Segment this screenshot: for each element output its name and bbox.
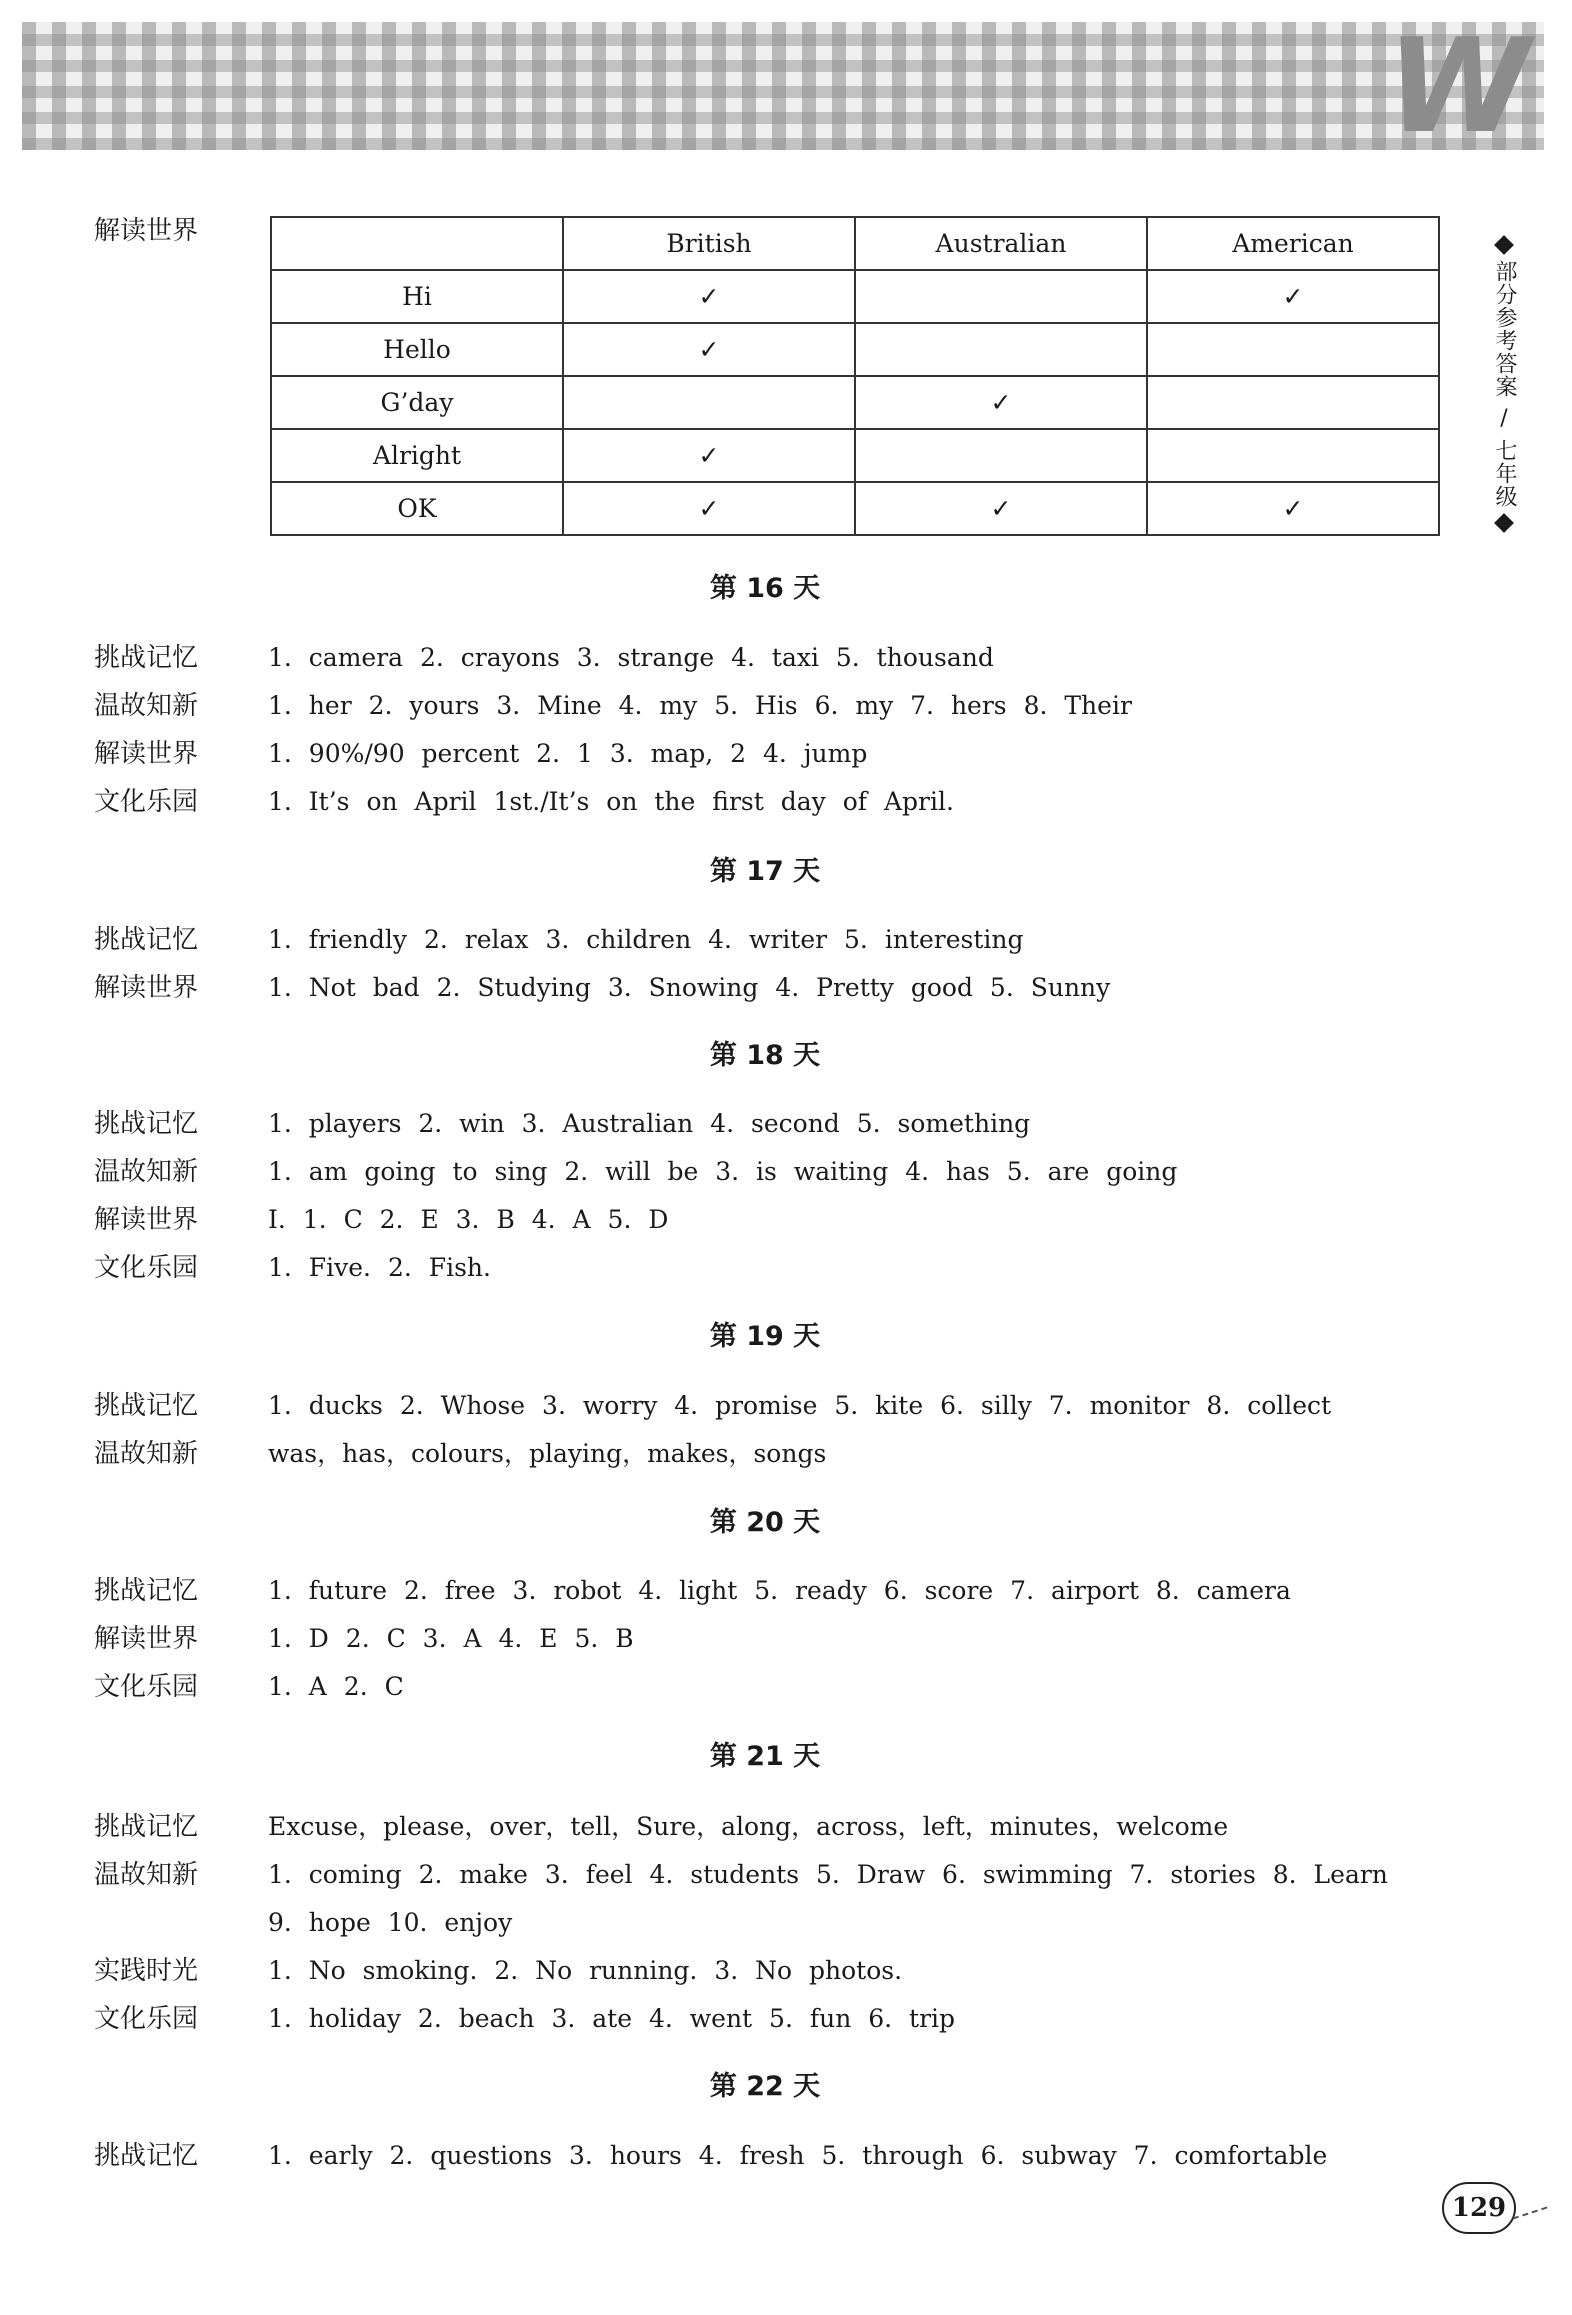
table-cell <box>855 323 1147 376</box>
table-row <box>271 429 1439 482</box>
answer-label: 解读世界 <box>94 973 199 1003</box>
answer-label: 解读世界 <box>94 1205 199 1235</box>
day-title: 第 18 天 <box>709 1040 821 1071</box>
table-row <box>271 376 1439 429</box>
answer-line: 1. early 2. questions 3. hours 4. fresh 5. through 6. subway 7. comfortable <box>268 2141 1328 2170</box>
answer-line: 1. players 2. win 3. Australian 4. second 5. something <box>268 1109 1031 1138</box>
answer-label: 解读世界 <box>94 1624 199 1654</box>
page-number: 129 <box>1442 2182 1516 2234</box>
day-title: 第 20 天 <box>709 1507 821 1538</box>
header-letter: W <box>1386 10 1524 162</box>
answer-line: 1. coming 2. make 3. feel 4. students 5. Draw 6. swimming 7. stories 8. Learn <box>268 1860 1388 1889</box>
table-cell <box>1147 376 1439 429</box>
greeting-table <box>270 216 1440 536</box>
answer-label: 文化乐园 <box>94 787 199 817</box>
table-cell: Hello <box>271 323 563 376</box>
answer-label: 挑战记忆 <box>94 1391 199 1421</box>
table-cell: ✓ <box>563 270 855 323</box>
day-title: 第 17 天 <box>709 856 821 887</box>
answer-line: 1. friendly 2. relax 3. children 4. writer 5. interesting <box>268 925 1024 954</box>
table-cell: ✓ <box>563 429 855 482</box>
answer-label: 挑战记忆 <box>94 1812 199 1842</box>
table-cell: ✓ <box>1147 482 1439 535</box>
answer-line: 1. am going to sing 2. will be 3. is waiting 4. has 5. are going <box>268 1157 1178 1186</box>
table-cell: ✓ <box>1147 270 1439 323</box>
answer-label: 挑战记忆 <box>94 1576 199 1606</box>
answer-line: 1. holiday 2. beach 3. ate 4. went 5. fun 6. trip <box>268 2004 956 2033</box>
table-cell: Hi <box>271 270 563 323</box>
table-row <box>271 323 1439 376</box>
table-cell: ✓ <box>855 376 1147 429</box>
side-tab-divider: / <box>1500 406 1508 431</box>
header-pattern-band <box>22 10 1544 162</box>
answer-line: Excuse，please，over，tell，Sure，along，across，left，minutes，welcome <box>268 1812 1229 1841</box>
table-label: 解读世界 <box>94 216 199 246</box>
page-number-tail <box>1513 2206 1548 2219</box>
answer-line: 1. D 2. C 3. A 4. E 5. B <box>268 1624 634 1653</box>
answer-line: was，has，colours，playing，makes，songs <box>268 1439 827 1468</box>
answer-line: 1. It’s on April 1st./It’s on the first day of April. <box>268 787 954 816</box>
answer-line: 1. camera 2. crayons 3. strange 4. taxi 5. thousand <box>268 643 994 672</box>
side-tab <box>1484 232 1524 536</box>
answer-line: 1. Not bad 2. Studying 3. Snowing 4. Pretty good 5. Sunny <box>268 973 1111 1002</box>
answer-line: 1. Five. 2. Fish. <box>268 1253 491 1282</box>
answer-label: 解读世界 <box>94 739 199 769</box>
table-header-cell: American <box>1147 217 1439 270</box>
day-title: 第 21 天 <box>709 1741 821 1772</box>
answer-label: 温故知新 <box>94 1157 199 1187</box>
table-cell: OK <box>271 482 563 535</box>
diamond-icon <box>1494 513 1514 533</box>
answer-line: 1. her 2. yours 3. Mine 4. my 5. His 6. my 7. hers 8. Their <box>268 691 1132 720</box>
answer-label: 文化乐园 <box>94 2004 199 2034</box>
answer-line: 1. No smoking. 2. No running. 3. No photos. <box>268 1956 903 1985</box>
answer-line: 1. 90%/90 percent 2. 1 3. map, 2 4. jump <box>268 739 868 768</box>
table-header-cell: British <box>563 217 855 270</box>
table-cell <box>1147 323 1439 376</box>
table-cell: ✓ <box>563 323 855 376</box>
table-cell: ✓ <box>563 482 855 535</box>
answer-label: 文化乐园 <box>94 1672 199 1702</box>
table-cell: Alright <box>271 429 563 482</box>
day-title: 第 19 天 <box>709 1321 821 1352</box>
answer-line: I. 1. C 2. E 3. B 4. A 5. D <box>268 1205 669 1234</box>
table-header-cell: Australian <box>855 217 1147 270</box>
answer-label: 挑战记忆 <box>94 643 199 673</box>
answer-label: 温故知新 <box>94 1860 199 1890</box>
table-cell: ✓ <box>855 482 1147 535</box>
answer-line: 1. future 2. free 3. robot 4. light 5. ready 6. score 7. airport 8. camera <box>268 1576 1291 1605</box>
answer-label: 温故知新 <box>94 1439 199 1469</box>
table-row <box>271 482 1439 535</box>
answer-label: 实践时光 <box>94 1956 199 1986</box>
answer-label: 温故知新 <box>94 691 199 721</box>
table-header-row <box>271 217 1439 270</box>
table-cell <box>855 270 1147 323</box>
answer-line-continued: 9. hope 10. enjoy <box>268 1908 513 1937</box>
answer-line: 1. ducks 2. Whose 3. worry 4. promise 5. kite 6. silly 7. monitor 8. collect <box>268 1391 1332 1420</box>
answer-label: 挑战记忆 <box>94 925 199 955</box>
table-cell <box>563 376 855 429</box>
day-title: 第 16 天 <box>709 573 821 604</box>
side-tab-section: 部分参考答案 <box>1492 260 1517 398</box>
answer-label: 挑战记忆 <box>94 2141 199 2171</box>
diamond-icon <box>1494 235 1514 255</box>
answer-label: 挑战记忆 <box>94 1109 199 1139</box>
table-header-cell <box>271 217 563 270</box>
answer-label: 文化乐园 <box>94 1253 199 1283</box>
answer-line: 1. A 2. C <box>268 1672 404 1701</box>
table-cell: G’day <box>271 376 563 429</box>
table-row <box>271 270 1439 323</box>
day-title: 第 22 天 <box>709 2071 821 2102</box>
side-tab-grade: 七年级 <box>1492 439 1517 508</box>
table-cell <box>1147 429 1439 482</box>
table-cell <box>855 429 1147 482</box>
